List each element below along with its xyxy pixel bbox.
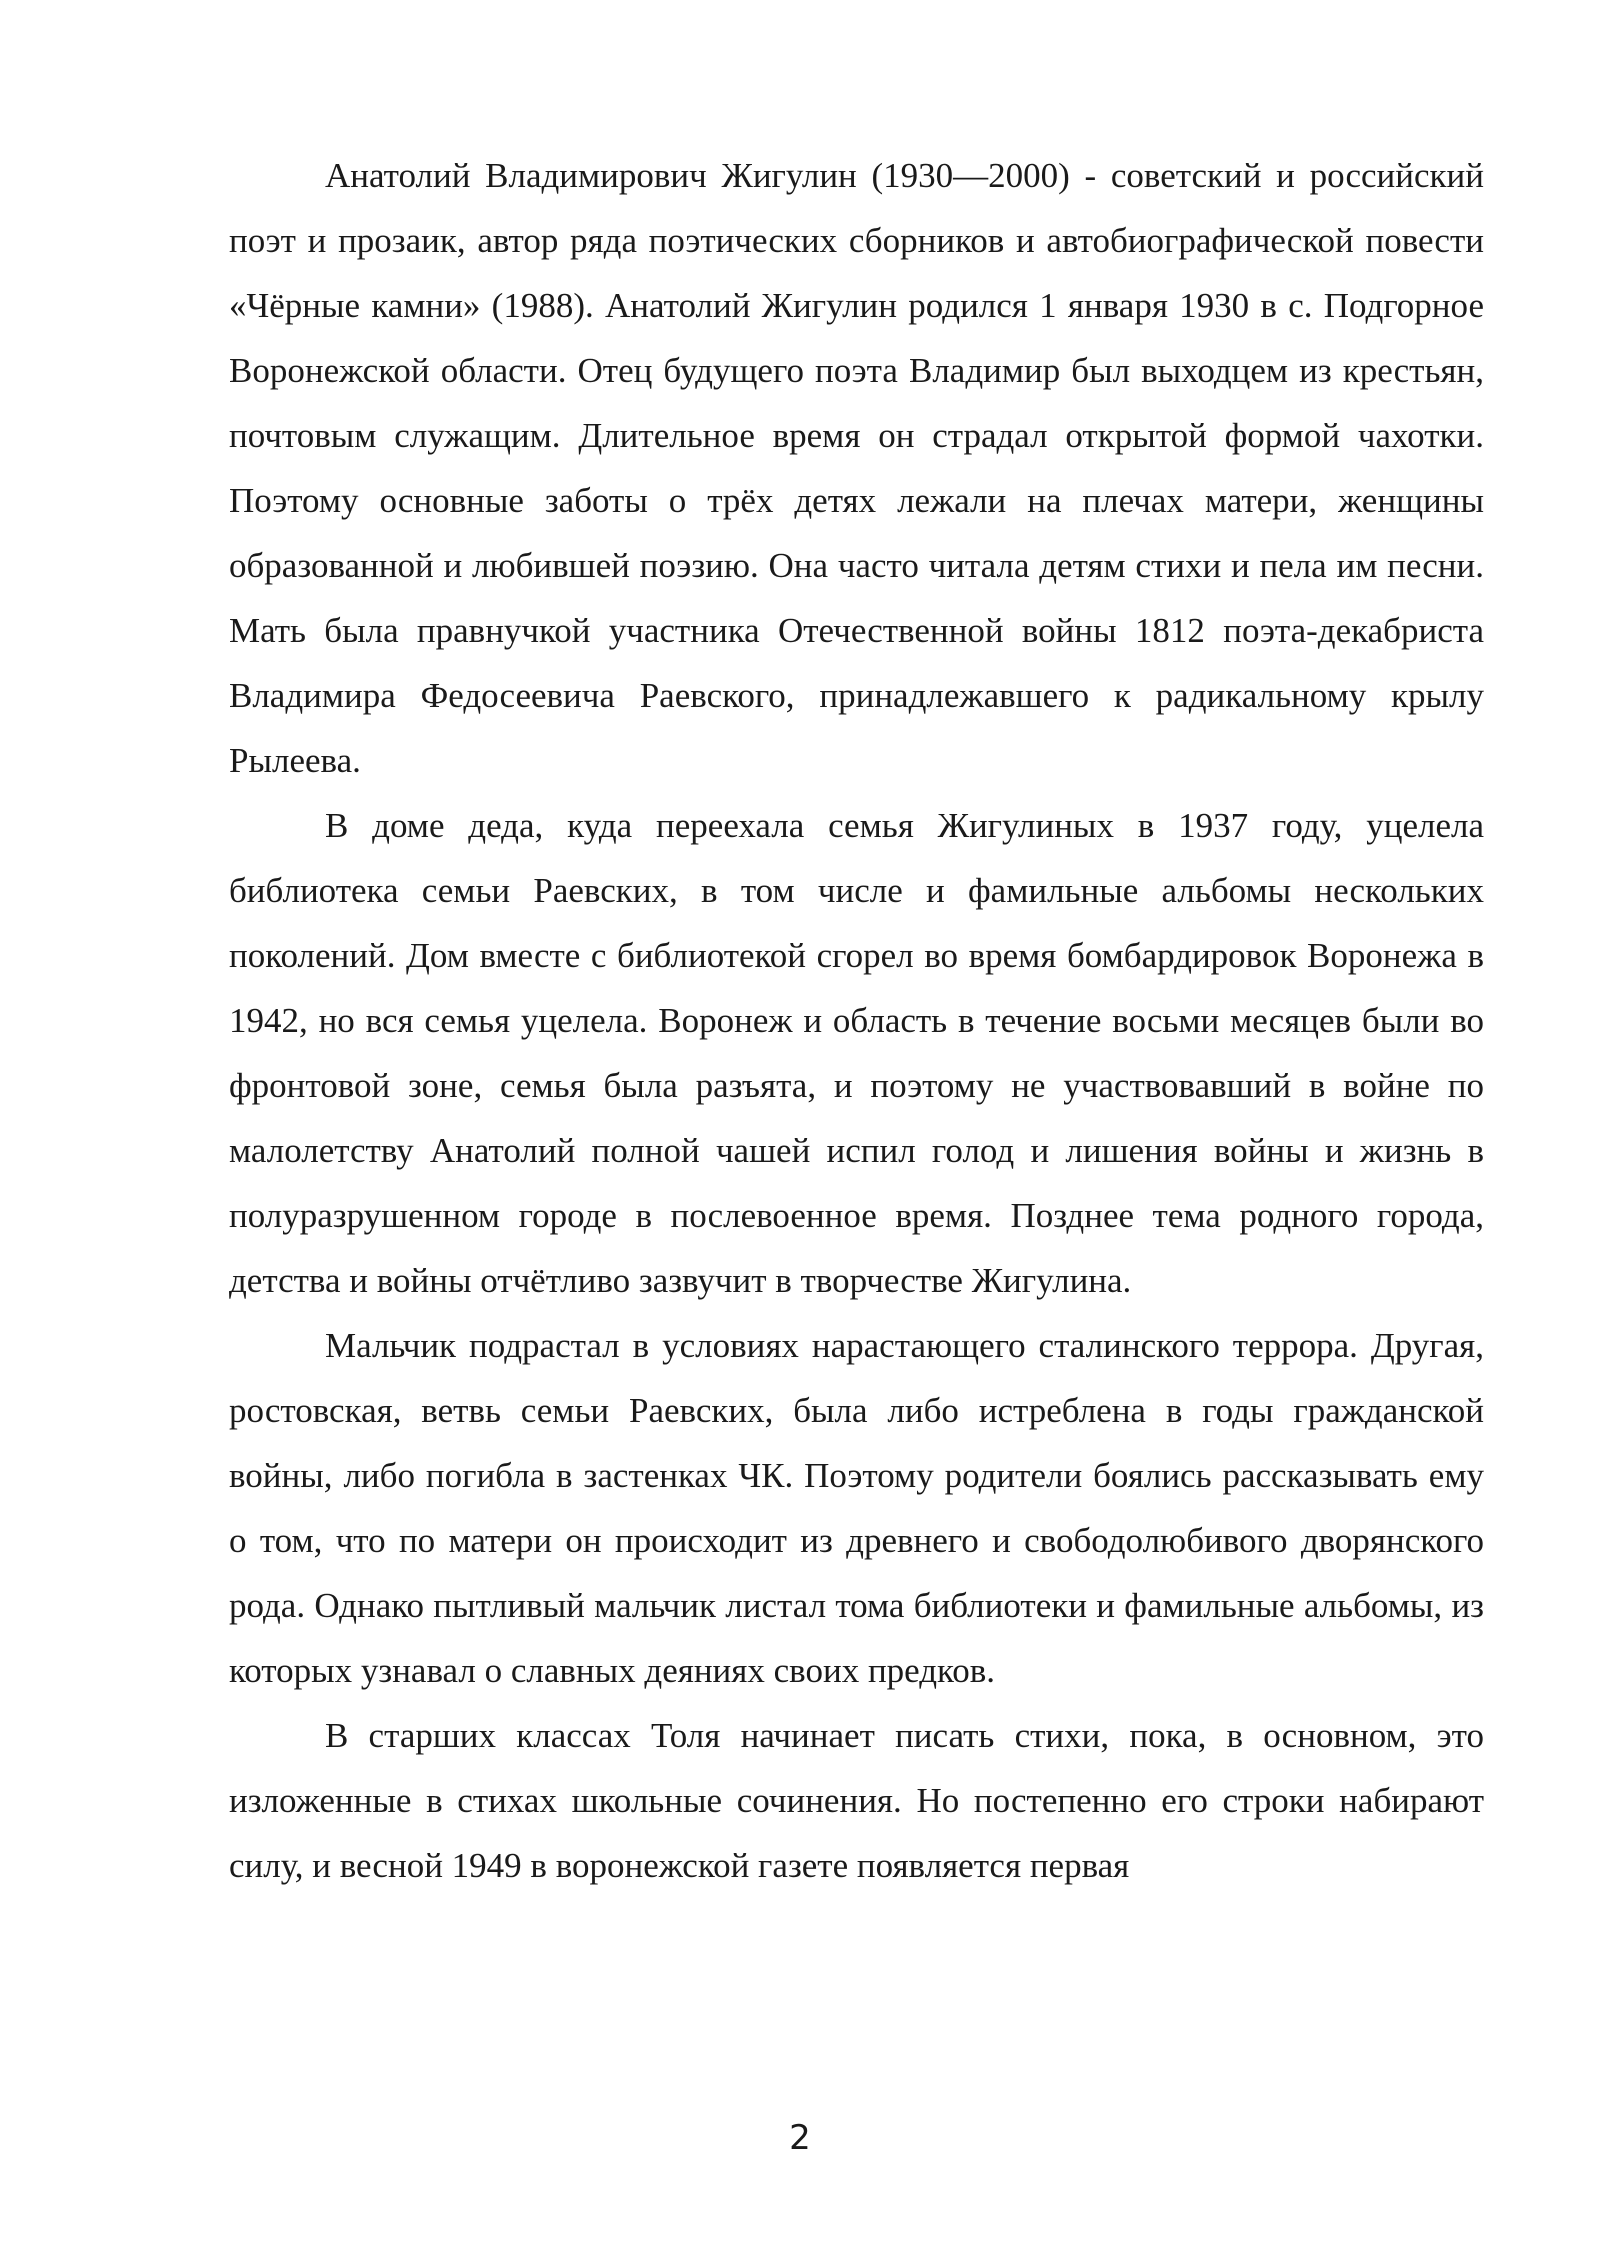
document-body (229, 143, 1484, 1898)
page-number: 2 (789, 2118, 811, 2158)
paragraph-1: Анатолий Владимирович Жигулин (1930—2000) - советский и российский поэт и прозаик, автор ряда поэтических сборников и автобиографической повести «Чёрные камни» (1988). Анатолий Жигулин родился 1 января 1930 в с. Подгорное Воронежской области. Отец будущего поэта Владимир был выходцем из крестьян, почтовым служащим. Длительное время он страдал открытой формой чахотки. Поэтому основные заботы о трёх детях лежали на плечах матери, женщины образованной и любившей поэзию. Она часто читала детям стихи и пела им песни. Мать была правнучкой участника Отечественной войны 1812 поэта-декабриста Владимира Федосеевича Раевского, принадлежавшего к радикальному крылу Рылеева. (229, 156, 1484, 780)
paragraph-2: В доме деда, куда переехала семья Жигулиных в 1937 году, уцелела библиотека семьи Раевских, в том числе и фамильные альбомы нескольких поколений. Дом вместе с библиотекой сгорел во время бомбардировок Воронежа в 1942, но вся семья уцелела. Воронеж и область в течение восьми месяцев были во фронтовой зоне, семья была разъята, и поэтому не участвовавший в войне по малолетству Анатолий полной чашей испил голод и лишения войны и жизнь в полуразрушенном городе в послевоенное время. Позднее тема родного города, детства и войны отчётливо зазвучит в творчестве Жигулина. (229, 806, 1484, 1300)
paragraph-4: В старших классах Толя начинает писать стихи, пока, в основном, это изложенные в стихах школьные сочинения. Но постепенно его строки набирают силу, и весной 1949 в воронежской газете появляется первая (229, 1716, 1484, 1885)
paragraph-3: Мальчик подрастал в условиях нарастающего сталинского террора. Другая, ростовская, ветвь семьи Раевских, была либо истреблена в годы гражданской войны, либо погибла в застенках ЧК. Поэтому родители боялись рассказывать ему о том, что по матери он происходит из древнего и свободолюбивого дворянского рода. Однако пытливый мальчик листал тома библиотеки и фамильные альбомы, из которых узнавал о славных деяниях своих предков. (229, 1326, 1484, 1690)
